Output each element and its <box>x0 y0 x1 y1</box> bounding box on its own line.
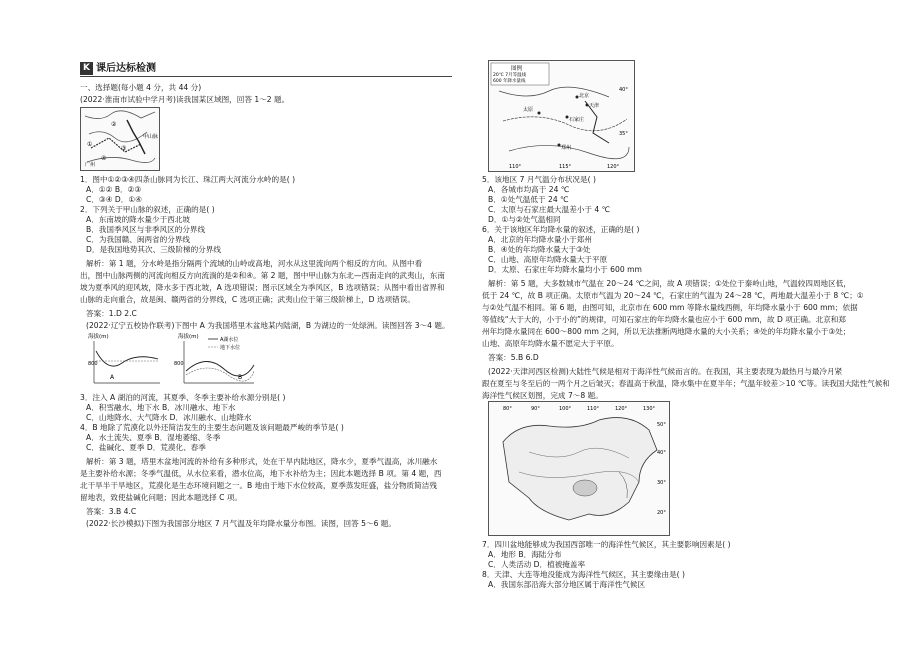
left-text-line: 一、选择题(每小题 4 分，共 44 分) <box>80 83 202 92</box>
right-text-line: 州年均降水量同在 600～800 mm 之间，所以无法推断两地降水量的大小关系；④处的年均降水量小于③处； <box>482 327 851 336</box>
left-text-line: C．为我国赣、闽两省的分界线 <box>86 235 191 244</box>
map-label-jia: 甲山脉 <box>143 134 159 140</box>
left-text-line: 4．B 地除了荒漠化以外还简洁发生的主要生态问题及该问题最严峻的季节是( ) <box>80 423 344 432</box>
left-text-line: 坡为夏季风的迎风坡，降水多于西北坡，A 选项错误；图示区域全为季风区，B 选项错误；从图中看出省界和 <box>80 283 445 292</box>
map-label-4: ④ <box>101 155 107 162</box>
right-text-line: 低于 24 ℃，故 B 项正确。太原市气温为 20～24 ℃，石家庄的气温为 24～28 ℃，两地最大温差小于 8 ℃；① <box>482 291 864 300</box>
lon-115: 115° <box>559 164 572 170</box>
lat-20: 20° <box>657 510 666 516</box>
right-text-line: B．④处的年均降水量大于③处 <box>488 245 591 254</box>
left-text-line: (2022·长沙模拟)下图为我国部分地区 7 月气温及年均降水量分布图。读图，回答 5～6 题。 <box>86 519 396 528</box>
right-text-line: D．太原、石家庄年均降水量均小于 600 mm <box>488 265 642 274</box>
legend-a: A湖水位 <box>220 337 239 343</box>
right-text-line: A．各城市均高于 24 ℃ <box>488 185 570 194</box>
left-text-line: C．山地降水、大气降水 D．冰川融水、山地降水 <box>86 413 252 422</box>
ylabel-right: 海拔(m) <box>178 334 199 340</box>
left-text-line: 1．图中①②③④四条山脉同为长江、珠江两大河流分水岭的是( ) <box>80 175 296 184</box>
left-text-line: A．①② B．②③ <box>86 185 142 194</box>
right-text-line: 海洋性气候区划图，完成 7～8 题。 <box>482 391 603 400</box>
lat-40: 40° <box>619 87 628 93</box>
left-text-line: 留地表，致使盐碱化问题；因此本题选择 C 项。 <box>80 493 243 502</box>
lon-80: 80° <box>503 406 512 412</box>
city-taiyuan: 太原 <box>523 107 534 113</box>
right-text-line: B．①处气温低于 24 ℃ <box>488 195 569 204</box>
legend-isotherm: 20℃ 7月等温线 <box>493 73 527 78</box>
right-text-line: A．北京的年均降水量小于郑州 <box>488 235 592 244</box>
lon-100: 100° <box>559 406 572 412</box>
left-text-line: 出，图中山脉两侧的河流向相反方向流淌的是②和④。第 2 题，图中甲山脉为东北—西南走向的武夷山，东南 <box>80 271 445 280</box>
lon-90: 90° <box>531 406 540 412</box>
tick-800-left: 800 <box>88 361 98 367</box>
left-text-line: 解析：第 3 题，塔里木盆地河流的补给有多种形式，处在干旱内陆地区，降水少，夏季气温高，冰川融水 <box>86 457 438 466</box>
left-text-line: A．积雪融水、地下水 B．冰川融水、地下水 <box>86 403 236 412</box>
right-text-line: 跟在夏至与冬至后的一两个月之后皱灭；春温高于秋温，降水集中在夏半年；气温年较差＞10 ℃等。读我国大陆性气候和 <box>482 379 890 388</box>
lat-40: 40° <box>657 450 666 456</box>
left-text-line: 北干旱半干旱地区，荒漠化是生态环境问题之一。B 地由于地下水位较高，夏季蒸发旺盛，盐分物质简洁残 <box>80 481 437 490</box>
lat-50: 50° <box>657 422 666 428</box>
right-text-line: A．地形 B．海陆分布 <box>488 550 562 559</box>
right-text-line: 等值线“大于大的，小于小的”的规律，可知石家庄的年均降水量也应小于 600 mm，故 D 项正确。北京和郑 <box>482 315 846 324</box>
legend-title: 图例 <box>511 66 523 72</box>
right-text-line: 8．天津、大连等地没能成为海洋性气候区，其主要缘由是( ) <box>482 570 686 579</box>
lon-110: 110° <box>587 406 600 412</box>
left-text-line: 是主要补给水源；冬季气温低，从水位来看，潜水位高，地下水补给为主；因此本题选择 B 项。第 4 题，西 <box>80 469 442 478</box>
north-china-map <box>489 61 634 171</box>
left-text-line: A．水土流失、夏季 B．湿地萎缩、冬季 <box>86 433 221 442</box>
right-text-line: C．山地、高原年均降水量大于平原 <box>488 255 608 264</box>
right-text-line: D．①与②处气温相同 <box>488 215 561 224</box>
map-label-2: ② <box>111 121 117 128</box>
lon-120: 120° <box>615 406 628 412</box>
left-text-line: 山脉的走向重合，故是闽、赣两省的分界线，C 选项正确；武夷山位于第三级阶梯上，D 选项错误。 <box>80 295 415 304</box>
right-text-line: 解析：第 5 题，大多数城市气温在 20～24 ℃之间，故 A 项错误；①处位于秦岭山地，气温较四周地区低， <box>488 279 851 288</box>
header-divider <box>80 76 452 77</box>
city-zhengzhou: 郑州 <box>561 145 572 151</box>
right-text-line: C．太原与石家庄最大温差小于 4 ℃ <box>488 205 611 214</box>
left-text-line: 3．注入 A 湖泊的河流，其夏季、冬季主要补给水源分别是( ) <box>80 393 286 402</box>
right-text-line: 5．该地区 7 月气温分布状况是( ) <box>482 175 596 184</box>
lat-35: 35° <box>619 131 628 137</box>
left-text-line: (2022·淮南市试验中学月考)读我国某区域图，回答 1～2 题。 <box>80 95 290 104</box>
left-text-line: (2022·辽宁五校协作联考)下图中 A 为我国塔里木盆地某内陆湖，B 为湖边的一处绿洲。读图回答 3～4 题。 <box>86 321 450 330</box>
right-text-line: 山地、高原年均降水量不愿定大于平原。 <box>482 339 619 348</box>
map-label-1: ① <box>87 141 93 148</box>
legend-b: 地下水位 <box>220 345 241 351</box>
lon-120: 120° <box>607 164 620 170</box>
legend-isohyet: 600 年降水量线 <box>493 79 526 84</box>
right-text-line: 答案：5.B 6.D <box>488 353 539 362</box>
lake-profile <box>88 331 258 389</box>
china-climate-map-figure <box>488 401 670 536</box>
right-text-line: A．我国东部沿海大部分地区属于海洋性气候区 <box>488 580 646 589</box>
right-text-line: (2022·天津河西区检测)大陆性气候是相对于海洋性气候而言的。在我国，其主要表现为最热月与最冷月紧 <box>488 367 843 376</box>
region-map <box>81 108 159 170</box>
lake-profile-figure <box>88 331 258 389</box>
right-text-line: 与②处气温不相同。第 6 题，由图可知，北京市在 600 mm 等降水量线西侧，年均降水量小于 600 mm；依据 <box>482 303 858 312</box>
tick-800-right: 800 <box>174 361 184 367</box>
left-text-line: 答案：3.B 4.C <box>86 507 137 516</box>
lat-30: 30° <box>657 480 666 486</box>
right-text-line: 7．四川盆地能够成为我国西部唯一的海洋性气候区，其主要影响因素是( ) <box>482 540 731 549</box>
lon-110: 110° <box>509 164 522 170</box>
left-text-line: C．盐碱化、夏季 D．荒漠化、春季 <box>86 443 206 452</box>
left-text-line: B．我国季风区与非季风区的分界线 <box>86 225 206 234</box>
map-label-3: ③ <box>121 145 127 152</box>
right-text-line: 6．关于该地区年均降水量的叙述，正确的是( ) <box>482 225 640 234</box>
right-text-line: C．人类活动 D．植被掩盖率 <box>488 560 586 569</box>
china-climate-map <box>489 402 669 535</box>
left-text-line: D．是我国地势其次、三级阶梯的分界线 <box>86 245 221 254</box>
region-map-figure <box>80 107 160 171</box>
north-china-map-figure <box>488 60 635 172</box>
left-text-line: C．③④ D．①④ <box>86 195 142 204</box>
lon-130: 130° <box>643 406 656 412</box>
city-shijiazhuang: 石家庄 <box>569 117 585 123</box>
city-beijing: 北京 <box>579 93 590 99</box>
left-text-line: 答案：1.D 2.C <box>86 309 137 318</box>
ylabel-left: 海拔(m) <box>88 334 109 340</box>
marker-a: A <box>110 374 115 381</box>
city-tianjin: 天津 <box>589 103 600 109</box>
left-text-line: 2．下列关于甲山脉的叙述，正确的是( ) <box>80 205 215 214</box>
section-badge: K <box>80 62 93 75</box>
marker-b: B <box>238 374 243 381</box>
map-label-guangzhou: 广州 <box>85 162 96 168</box>
section-title: 课后达标检测 <box>96 63 156 74</box>
left-text-line: 解析：第 1 题，分水岭是指分隔两个流域的山岭或高地，河水从这里流向两个相反的方向。从图中看 <box>86 259 423 268</box>
left-text-line: A．东南坡的降水量少于西北坡 <box>86 215 190 224</box>
